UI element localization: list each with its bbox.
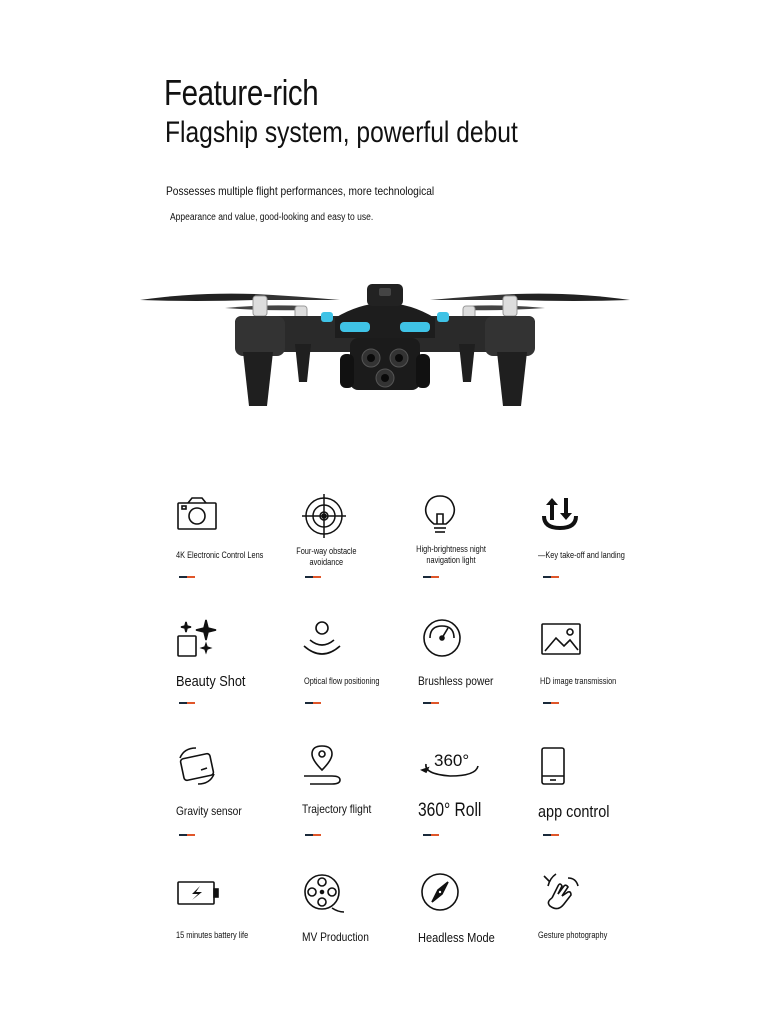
- optical-flow-icon: [302, 618, 346, 662]
- feature-label: MV Production: [302, 930, 369, 944]
- phone-rotate-icon: [176, 744, 220, 788]
- accent-bar: [423, 834, 439, 836]
- feature-label: —Key take-off and landing: [538, 550, 625, 560]
- feature-label: 15 minutes battery life: [176, 930, 249, 940]
- location-path-icon: [302, 744, 346, 788]
- feature-label: 4K Electronic Control Lens: [176, 550, 264, 560]
- feature-headless-mode: [418, 872, 538, 972]
- feature-hd-transmission: [538, 618, 658, 718]
- takeoff-landing-icon: [538, 494, 582, 538]
- accent-bar: [543, 834, 559, 836]
- feature-gesture-photo: [538, 872, 658, 972]
- accent-bar: [423, 702, 439, 704]
- accent-bar: [305, 702, 321, 704]
- feature-optical-flow: [302, 618, 422, 718]
- feature-label: High-brightness night navigation light: [416, 544, 486, 566]
- sparkle-icon: [176, 618, 220, 662]
- feature-label: Optical flow positioning: [304, 676, 380, 686]
- accent-bar: [305, 576, 321, 578]
- image-icon: [540, 618, 584, 662]
- accent-bar: [179, 576, 195, 578]
- film-reel-icon: [302, 872, 346, 916]
- rotate-360-icon: [420, 744, 484, 788]
- feature-label: Trajectory flight: [302, 802, 372, 816]
- feature-4k-lens: [176, 494, 296, 594]
- feature-brushless: [418, 618, 538, 718]
- description: Appearance and value, good-looking and easy to use.: [170, 212, 374, 223]
- subheadline: Flagship system, powerful debut: [165, 116, 518, 149]
- compass-icon: [420, 872, 464, 916]
- lightbulb-icon: [418, 494, 462, 538]
- drone-image: [135, 278, 635, 413]
- feature-battery: [176, 872, 296, 972]
- feature-label: Gesture photography: [538, 930, 608, 940]
- target-icon: [302, 494, 346, 538]
- feature-label: Headless Mode: [418, 930, 495, 945]
- accent-bar: [543, 702, 559, 704]
- feature-gravity-sensor: [176, 744, 296, 844]
- accent-bar: [543, 576, 559, 578]
- accent-bar: [305, 834, 321, 836]
- feature-label: Beauty Shot: [176, 673, 246, 690]
- feature-360-roll: [418, 744, 538, 844]
- feature-label: Brushless power: [418, 674, 494, 688]
- camera-icon: [176, 494, 220, 538]
- feature-beauty-shot: [176, 618, 296, 718]
- smartphone-icon: [538, 744, 582, 788]
- feature-obstacle-avoidance: [296, 494, 422, 594]
- accent-bar: [423, 576, 439, 578]
- accent-bar: [179, 702, 195, 704]
- feature-label: Four-way obstacle avoidance: [296, 546, 357, 568]
- feature-app-control: [538, 744, 658, 844]
- feature-label: app control: [538, 802, 610, 821]
- feature-label: HD image transmission: [540, 676, 617, 686]
- feature-takeoff-landing: [538, 494, 658, 594]
- feature-label: Gravity sensor: [176, 804, 242, 818]
- gesture-hand-icon: [540, 872, 584, 916]
- feature-mv-production: [302, 872, 422, 972]
- gauge-icon: [422, 618, 466, 662]
- battery-icon: [176, 872, 220, 916]
- feature-trajectory: [302, 744, 422, 844]
- accent-bar: [179, 834, 195, 836]
- headline: Feature-rich: [164, 72, 319, 113]
- tagline: Possesses multiple flight performances, more technological: [166, 184, 435, 198]
- feature-label: 360° Roll: [418, 800, 482, 821]
- rotate-360-text: 360°: [434, 751, 470, 770]
- feature-night-light: [418, 494, 538, 594]
